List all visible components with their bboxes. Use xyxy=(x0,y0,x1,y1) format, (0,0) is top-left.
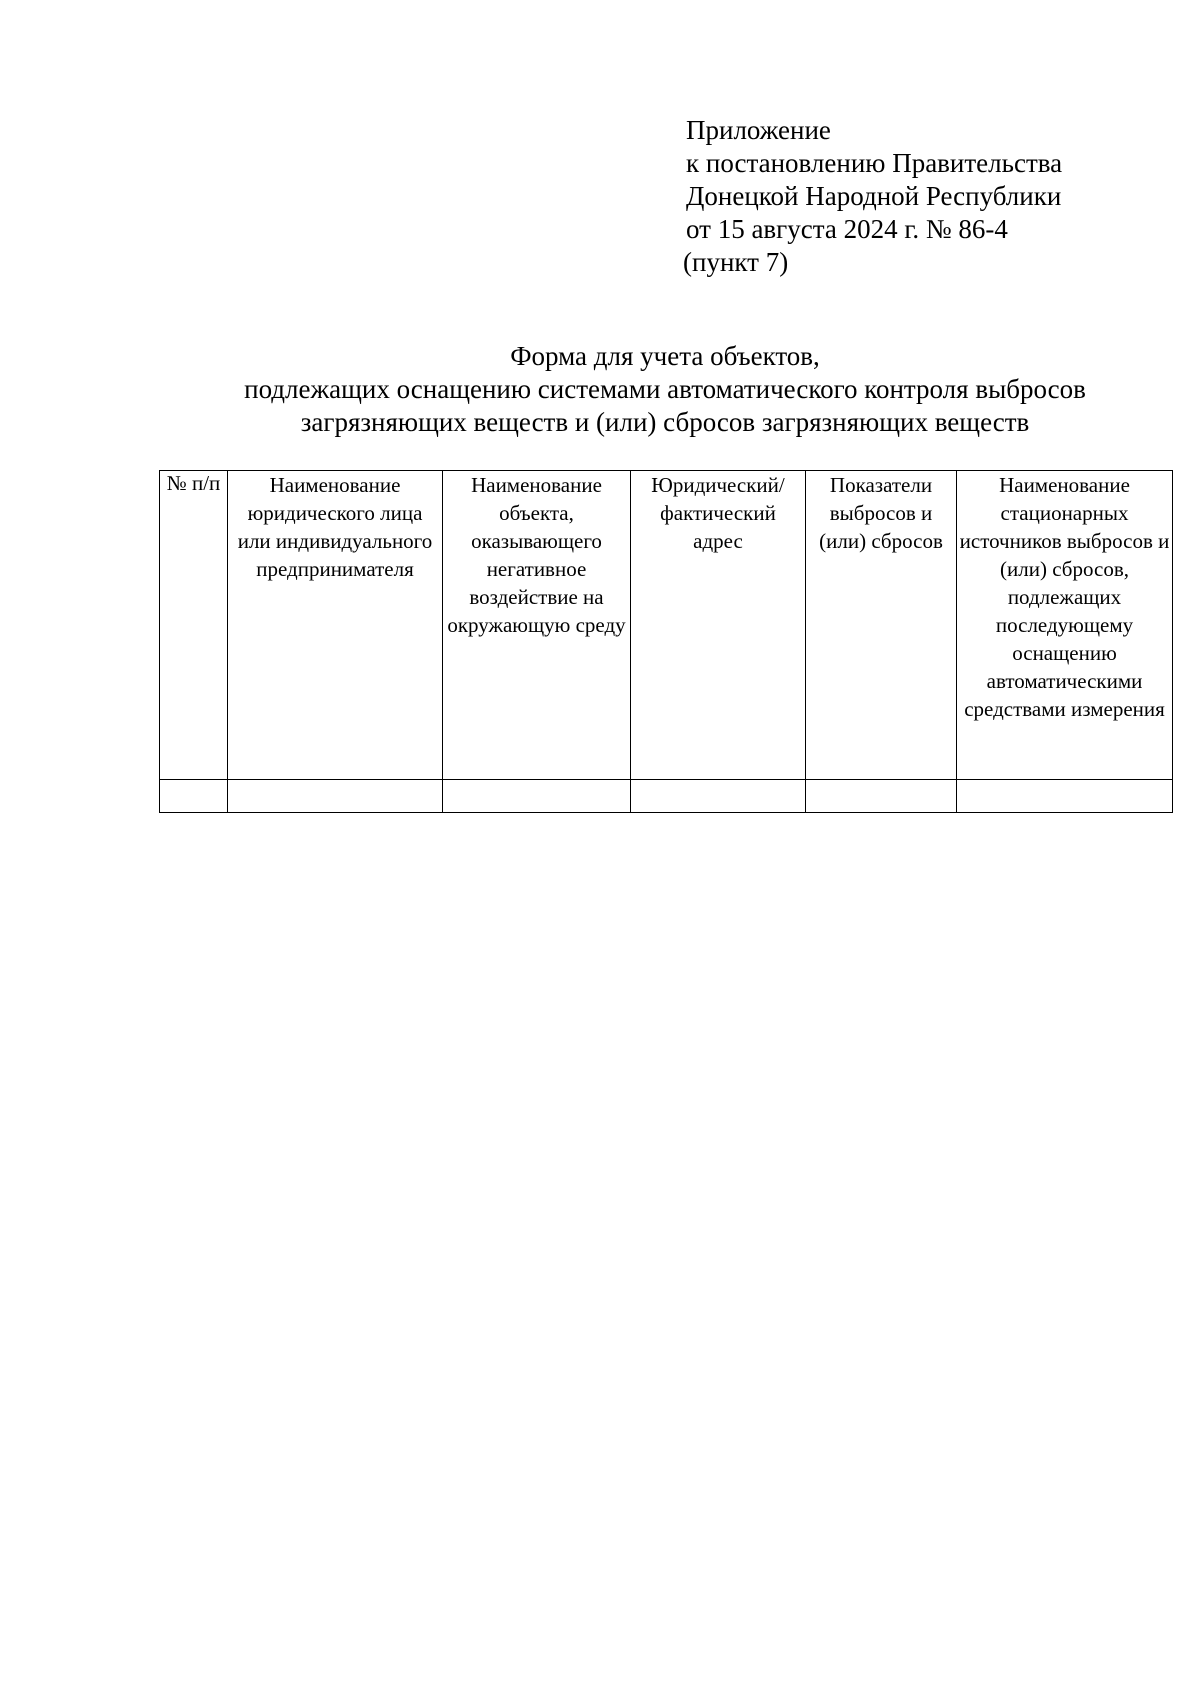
records-table xyxy=(159,470,1173,813)
appendix-line-2: к постановлению Правительства xyxy=(686,148,1063,178)
form-title-line-1: Форма для учета объектов, xyxy=(510,341,820,371)
appendix-block xyxy=(683,114,1063,279)
table-cell xyxy=(228,780,443,813)
appendix-line-5: (пункт 7) xyxy=(683,247,789,277)
table-cell xyxy=(443,780,631,813)
table-cell xyxy=(957,780,1173,813)
table-row xyxy=(160,780,1173,813)
header-address: Юридический/ фактический адрес xyxy=(631,471,806,780)
header-object-name: Наименование объекта, оказывающего негативное воздействие на окружающую среду xyxy=(443,471,631,780)
table-cell xyxy=(806,780,957,813)
header-legal-entity: Наименование юридического лица или индивидуального предпринимателя xyxy=(228,471,443,780)
table-cell xyxy=(160,780,228,813)
form-title xyxy=(160,340,1170,439)
appendix-line-3: Донецкой Народной Республики xyxy=(686,181,1062,211)
header-number: № п/п xyxy=(160,471,228,780)
form-title-line-3: загрязняющих веществ и (или) сбросов загрязняющих веществ xyxy=(300,407,1030,437)
table-header-row xyxy=(160,471,1173,780)
appendix-line-1: Приложение xyxy=(686,115,831,145)
header-indicators: Показатели выбросов и (или) сбросов xyxy=(806,471,957,780)
header-stationary-sources: Наименование стационарных источников выбросов и (или) сбросов, подлежащих последующему оснащению автоматическими средствами измерения xyxy=(957,471,1173,780)
form-title-line-2: подлежащих оснащению системами автоматического контроля выбросов xyxy=(244,374,1086,404)
appendix-line-4: от 15 августа 2024 г. № 86-4 xyxy=(686,214,1008,244)
table-cell xyxy=(631,780,806,813)
